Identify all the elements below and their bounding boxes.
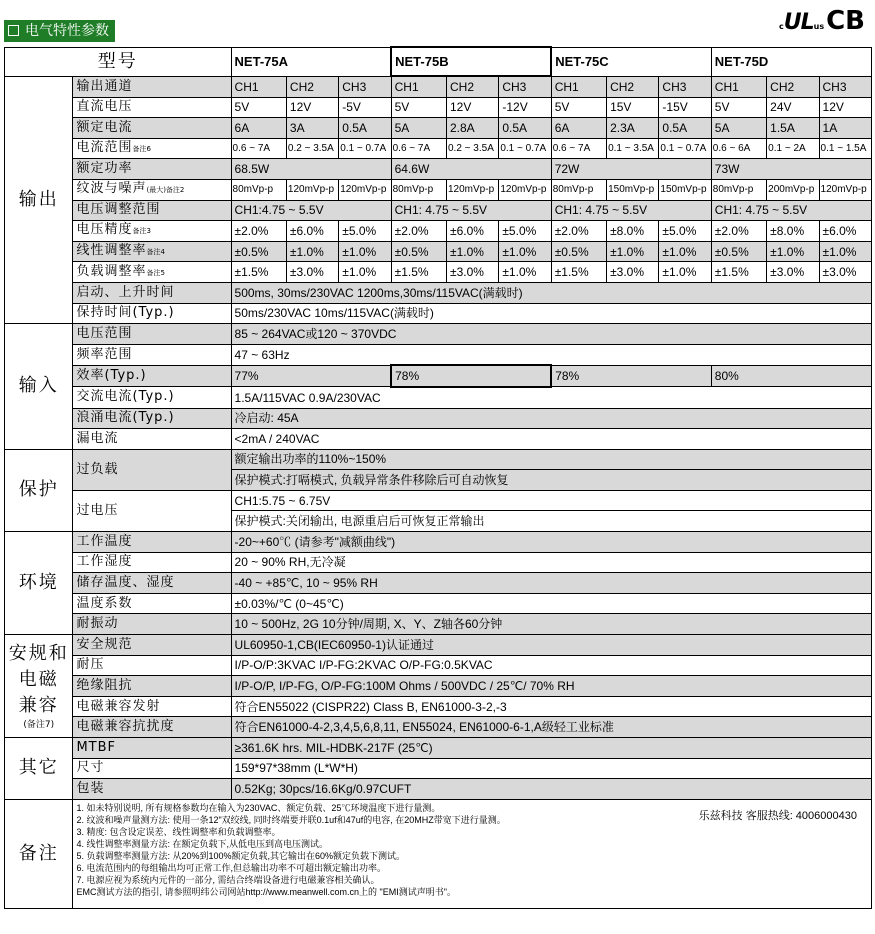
value-cell: 0.1 ~ 2A bbox=[767, 138, 819, 159]
category-input: 输入 bbox=[5, 324, 73, 450]
cat-line: 电磁 bbox=[18, 669, 59, 691]
row-note: 备注4 bbox=[146, 248, 165, 257]
value-cell: CH3 bbox=[339, 76, 391, 97]
model-name: NET-75C bbox=[551, 47, 711, 76]
value-cell: 64.6W bbox=[391, 159, 551, 180]
row-note: 备注3 bbox=[132, 227, 151, 236]
value-cell: 12V bbox=[286, 97, 338, 118]
category-safety bbox=[5, 635, 73, 738]
table-row bbox=[5, 324, 872, 345]
row-label-text: 纹波与噪声 bbox=[76, 181, 147, 197]
model-row bbox=[5, 47, 872, 76]
value-cell: 80mVp-p bbox=[711, 179, 766, 200]
value-cell: 159*97*38mm (L*W*H) bbox=[231, 758, 871, 779]
row-label-text: 温度系数 bbox=[76, 595, 133, 611]
value-cell: ±1.0% bbox=[339, 241, 391, 262]
section-header bbox=[4, 20, 115, 42]
value-cell: 120mVp-p bbox=[339, 179, 391, 200]
model-name: NET-75D bbox=[711, 47, 871, 76]
note-line: EMC测试方法的指引, 请参照明纬公司网站http://www.meanwell.com.cn上的 "EMI测试声明书"。 bbox=[76, 886, 456, 897]
table-row bbox=[5, 221, 872, 242]
table-row bbox=[5, 118, 872, 139]
value-cell: 200mVp-p bbox=[767, 179, 819, 200]
value-cell: 80% bbox=[711, 365, 871, 387]
row-label bbox=[73, 241, 231, 262]
value-cell: ±5.0% bbox=[659, 221, 711, 242]
row-label bbox=[73, 490, 231, 531]
hotline-text: 乐兹科技 客服热线: 4006000430 bbox=[698, 809, 857, 822]
cat-line: 兼容 bbox=[18, 695, 59, 717]
note-line: 2. 纹波和噪声量测方法: 使用一条12"双绞线, 同时终端要并联0.1uf和47uf的电容, 在20MHZ带宽下进行量测。 bbox=[76, 814, 506, 825]
model-label: 型号 bbox=[5, 47, 232, 76]
value-cell: ±3.0% bbox=[767, 262, 819, 283]
value-cell: ±0.5% bbox=[551, 241, 606, 262]
table-row bbox=[5, 593, 872, 614]
row-label-text: MTBF bbox=[76, 739, 117, 755]
row-label bbox=[73, 159, 231, 180]
value-cell: 0.6 ~ 6A bbox=[711, 138, 766, 159]
value-cell: 0.1 ~ 1.5A bbox=[819, 138, 871, 159]
value-cell: 20 ~ 90% RH,无冷凝 bbox=[231, 552, 871, 573]
category-environment: 环境 bbox=[5, 532, 73, 635]
value-cell: 0.6 ~ 7A bbox=[231, 138, 286, 159]
value-cell: 0.1 ~ 3.5A bbox=[607, 138, 659, 159]
table-row bbox=[5, 282, 872, 303]
value-cell: 符合EN55022 (CISPR22) Class B, EN61000-3-2,-3 bbox=[231, 696, 871, 717]
value-cell: 5A bbox=[391, 118, 446, 139]
row-label bbox=[73, 344, 231, 365]
value-cell: 6A bbox=[551, 118, 606, 139]
value-cell: 保护模式:打嗝模式, 负载异常条件移除后可自动恢复 bbox=[231, 470, 871, 491]
value-cell: -20~+60℃ (请参考"减额曲线") bbox=[231, 532, 871, 553]
row-label-text: 电压调整范围 bbox=[76, 202, 161, 218]
value-cell: 符合EN61000-4-2,3,4,5,6,8,11, EN55024, EN61000-6-1,A级轻工业标准 bbox=[231, 717, 871, 738]
table-row bbox=[5, 97, 872, 118]
notes-cell bbox=[73, 799, 872, 908]
section-title: 电气特性参数 bbox=[25, 23, 109, 39]
value-cell: 额定输出功率的110%~150% bbox=[231, 449, 871, 470]
row-label-text: 直流电压 bbox=[76, 99, 133, 115]
row-label bbox=[73, 696, 231, 717]
row-label-text: 储存温度、湿度 bbox=[76, 575, 175, 591]
table-row bbox=[5, 635, 872, 656]
value-cell: ±6.0% bbox=[819, 221, 871, 242]
row-label-text: 工作湿度 bbox=[76, 554, 133, 570]
row-label-text: 额定电流 bbox=[76, 119, 133, 135]
model-name: NET-75A bbox=[231, 47, 391, 76]
table-row bbox=[5, 241, 872, 262]
row-label bbox=[73, 387, 231, 408]
square-icon bbox=[8, 25, 19, 36]
value-cell: 0.5A bbox=[659, 118, 711, 139]
row-label-text: 浪涌电流(Typ.) bbox=[76, 410, 175, 426]
table-row bbox=[5, 159, 872, 180]
value-cell: 0.2 ~ 3.5A bbox=[286, 138, 338, 159]
table-row bbox=[5, 552, 872, 573]
table-row bbox=[5, 76, 872, 97]
value-cell: 保护模式:关闭输出, 电源重启后可恢复正常输出 bbox=[231, 511, 871, 532]
row-label-text: 启动、上升时间 bbox=[76, 284, 175, 300]
note-line: 6. 电流范围内的每组输出均可正常工作,但总输出功率不可超出额定输出功率。 bbox=[76, 862, 386, 873]
row-label bbox=[73, 303, 231, 324]
certification-logo: cULusCB bbox=[778, 6, 865, 36]
value-cell: ±3.0% bbox=[447, 262, 499, 283]
value-cell: ±1.5% bbox=[711, 262, 766, 283]
value-cell: 5A bbox=[711, 118, 766, 139]
value-cell: 15V bbox=[607, 97, 659, 118]
category-others: 其它 bbox=[5, 738, 73, 800]
value-cell: 冷启动: 45A bbox=[231, 408, 871, 429]
value-cell: 0.6 ~ 7A bbox=[551, 138, 606, 159]
value-cell: 5V bbox=[391, 97, 446, 118]
value-cell: ≥361.6K hrs. MIL-HDBK-217F (25℃) bbox=[231, 738, 871, 759]
value-cell: 500ms, 30ms/230VAC 1200ms,30ms/115VAC(满载时) bbox=[231, 282, 871, 303]
category-protection: 保护 bbox=[5, 449, 73, 531]
row-label bbox=[73, 76, 231, 97]
value-cell: CH2 bbox=[767, 76, 819, 97]
row-label bbox=[73, 676, 231, 697]
value-cell: -12V bbox=[499, 97, 551, 118]
value-cell: ±1.5% bbox=[551, 262, 606, 283]
value-cell: ±0.5% bbox=[231, 241, 286, 262]
value-cell: ±6.0% bbox=[447, 221, 499, 242]
table-row bbox=[5, 758, 872, 779]
table-row bbox=[5, 344, 872, 365]
value-cell: CH1: 4.75 ~ 5.5V bbox=[711, 200, 871, 221]
row-label bbox=[73, 282, 231, 303]
row-label bbox=[73, 449, 231, 490]
row-label-text: 电磁兼容抗扰度 bbox=[76, 719, 175, 735]
value-cell: 2.3A bbox=[607, 118, 659, 139]
value-cell: 5V bbox=[231, 97, 286, 118]
value-cell: 24V bbox=[767, 97, 819, 118]
row-label-text: 绝缘阻抗 bbox=[76, 678, 133, 694]
value-cell: ±2.0% bbox=[391, 221, 446, 242]
row-note: (最大)备注2 bbox=[146, 186, 185, 195]
row-label bbox=[73, 758, 231, 779]
value-cell: ±6.0% bbox=[286, 221, 338, 242]
value-cell: -40 ~ +85℃, 10 ~ 95% RH bbox=[231, 573, 871, 594]
value-cell: 73W bbox=[711, 159, 871, 180]
value-cell: ±2.0% bbox=[231, 221, 286, 242]
notes-row bbox=[5, 799, 872, 908]
row-label bbox=[73, 552, 231, 573]
row-label-text: 负载调整率 bbox=[76, 263, 147, 279]
value-cell: 12V bbox=[819, 97, 871, 118]
table-row bbox=[5, 138, 872, 159]
value-cell: CH3 bbox=[659, 76, 711, 97]
row-label bbox=[73, 655, 231, 676]
value-cell: ±5.0% bbox=[499, 221, 551, 242]
table-row bbox=[5, 738, 872, 759]
table-row bbox=[5, 408, 872, 429]
table-row bbox=[5, 179, 872, 200]
value-cell: CH1 bbox=[391, 76, 446, 97]
value-cell: -5V bbox=[339, 97, 391, 118]
value-cell: 1A bbox=[819, 118, 871, 139]
note-line: 5. 负载调整率测量方法: 从20%到100%额定负载,其它输出在60%额定负载下测试。 bbox=[76, 850, 406, 861]
row-label-text: 电磁兼容发射 bbox=[76, 698, 161, 714]
value-cell: 78% bbox=[551, 365, 711, 387]
value-cell: 68.5W bbox=[231, 159, 391, 180]
value-cell: 0.1 ~ 0.7A bbox=[339, 138, 391, 159]
value-cell: CH3 bbox=[819, 76, 871, 97]
value-cell: 77% bbox=[231, 365, 391, 387]
row-label bbox=[73, 738, 231, 759]
value-cell: -15V bbox=[659, 97, 711, 118]
value-cell: ±1.0% bbox=[659, 241, 711, 262]
value-cell: CH1:5.75 ~ 6.75V bbox=[231, 490, 871, 511]
row-label-text: 额定功率 bbox=[76, 161, 133, 177]
value-cell: 0.2 ~ 3.5A bbox=[447, 138, 499, 159]
spec-table bbox=[4, 46, 872, 909]
category-notes: 备注 bbox=[5, 799, 73, 908]
row-label-text: 保持时间(Typ.) bbox=[76, 305, 175, 321]
value-cell: 12V bbox=[447, 97, 499, 118]
value-cell: ±1.0% bbox=[659, 262, 711, 283]
value-cell: 80mVp-p bbox=[391, 179, 446, 200]
row-label bbox=[73, 635, 231, 656]
value-cell: ±1.0% bbox=[767, 241, 819, 262]
value-cell: 85 ~ 264VAC或120 ~ 370VDC bbox=[231, 324, 871, 345]
row-label bbox=[73, 365, 231, 387]
table-row bbox=[5, 303, 872, 324]
value-cell: 47 ~ 63Hz bbox=[231, 344, 871, 365]
row-label-text: 输出通道 bbox=[76, 78, 133, 94]
row-label-text: 线性调整率 bbox=[76, 243, 147, 259]
value-cell: ±1.0% bbox=[607, 241, 659, 262]
table-row bbox=[5, 655, 872, 676]
value-cell: <2mA / 240VAC bbox=[231, 429, 871, 450]
value-cell: CH3 bbox=[499, 76, 551, 97]
value-cell: CH1 bbox=[231, 76, 286, 97]
value-cell: 50ms/230VAC 10ms/115VAC(满载时) bbox=[231, 303, 871, 324]
value-cell: 120mVp-p bbox=[499, 179, 551, 200]
value-cell: ±0.5% bbox=[391, 241, 446, 262]
value-cell: ±1.0% bbox=[339, 262, 391, 283]
row-label bbox=[73, 573, 231, 594]
table-row bbox=[5, 429, 872, 450]
table-row bbox=[5, 676, 872, 697]
row-label bbox=[73, 200, 231, 221]
row-label-text: 尺寸 bbox=[76, 760, 105, 776]
row-label bbox=[73, 262, 231, 283]
value-cell: ±5.0% bbox=[339, 221, 391, 242]
value-cell: 78% bbox=[391, 365, 551, 387]
value-cell: 120mVp-p bbox=[447, 179, 499, 200]
row-note: 备注5 bbox=[146, 268, 165, 277]
note-line: 7. 电源应视为系统内元件的一部分, 需结合终端设备进行电磁兼容相关确认。 bbox=[76, 874, 380, 885]
value-cell: CH2 bbox=[607, 76, 659, 97]
value-cell: CH2 bbox=[286, 76, 338, 97]
value-cell: CH1 bbox=[711, 76, 766, 97]
value-cell: ±1.0% bbox=[286, 241, 338, 262]
model-name: NET-75B bbox=[391, 47, 551, 76]
value-cell: CH1: 4.75 ~ 5.5V bbox=[551, 200, 711, 221]
row-label bbox=[73, 593, 231, 614]
table-row bbox=[5, 779, 872, 800]
value-cell: ±1.5% bbox=[391, 262, 446, 283]
table-row bbox=[5, 532, 872, 553]
row-note: 备注6 bbox=[132, 145, 151, 154]
row-label-text: 漏电流 bbox=[76, 430, 119, 446]
row-label-text: 电压范围 bbox=[76, 325, 133, 341]
row-label bbox=[73, 118, 231, 139]
value-cell: 3A bbox=[286, 118, 338, 139]
value-cell: 1.5A/115VAC 0.9A/230VAC bbox=[231, 387, 871, 408]
value-cell: ±1.0% bbox=[819, 241, 871, 262]
value-cell: ±3.0% bbox=[607, 262, 659, 283]
value-cell: 5V bbox=[711, 97, 766, 118]
value-cell: CH2 bbox=[447, 76, 499, 97]
value-cell: 72W bbox=[551, 159, 711, 180]
cat-note: (备注7) bbox=[23, 720, 55, 731]
value-cell: 150mVp-p bbox=[607, 179, 659, 200]
value-cell: ±8.0% bbox=[607, 221, 659, 242]
table-row bbox=[5, 365, 872, 387]
row-label bbox=[73, 179, 231, 200]
row-label bbox=[73, 408, 231, 429]
value-cell: 150mVp-p bbox=[659, 179, 711, 200]
category-output: 输出 bbox=[5, 76, 73, 324]
value-cell: ±3.0% bbox=[286, 262, 338, 283]
note-line: 1. 如未特别说明, 所有规格参数均在输入为230VAC、额定负载、25℃环境温度下进行量测。 bbox=[76, 802, 441, 813]
row-label bbox=[73, 221, 231, 242]
value-cell: 6A bbox=[231, 118, 286, 139]
table-row bbox=[5, 696, 872, 717]
value-cell: CH1:4.75 ~ 5.5V bbox=[231, 200, 391, 221]
value-cell: 80mVp-p bbox=[551, 179, 606, 200]
value-cell: 0.5A bbox=[339, 118, 391, 139]
row-label-text: 效率(Typ.) bbox=[76, 368, 147, 384]
value-cell: ±1.5% bbox=[231, 262, 286, 283]
cat-line: 安规和 bbox=[8, 643, 69, 665]
row-label-text: 安全规范 bbox=[76, 636, 133, 652]
top-bar bbox=[0, 0, 875, 46]
value-cell: 0.1 ~ 0.7A bbox=[659, 138, 711, 159]
row-label-text: 耐振动 bbox=[76, 616, 119, 632]
row-label bbox=[73, 138, 231, 159]
table-row bbox=[5, 200, 872, 221]
table-row bbox=[5, 573, 872, 594]
note-line: 3. 精度: 包含设定误差、线性调整率和负载调整率。 bbox=[76, 826, 281, 837]
row-label-text: 频率范围 bbox=[76, 346, 133, 362]
value-cell: 120mVp-p bbox=[286, 179, 338, 200]
value-cell: ±1.0% bbox=[447, 241, 499, 262]
value-cell: 0.52Kg; 30pcs/16.6Kg/0.97CUFT bbox=[231, 779, 871, 800]
row-label-text: 工作温度 bbox=[76, 533, 133, 549]
value-cell: 0.1 ~ 0.7A bbox=[499, 138, 551, 159]
row-label-text: 过负载 bbox=[76, 461, 119, 477]
value-cell: ±2.0% bbox=[711, 221, 766, 242]
note-line: 4. 线性调整率测量方法: 在额定负载下,从低电压到高电压测试。 bbox=[76, 838, 328, 849]
row-label bbox=[73, 614, 231, 635]
value-cell: CH1 bbox=[551, 76, 606, 97]
value-cell: 80mVp-p bbox=[231, 179, 286, 200]
row-label-text: 耐压 bbox=[76, 657, 105, 673]
value-cell: ±0.5% bbox=[711, 241, 766, 262]
value-cell: 0.5A bbox=[499, 118, 551, 139]
row-label bbox=[73, 429, 231, 450]
value-cell: 0.6 ~ 7A bbox=[391, 138, 446, 159]
value-cell: ±1.0% bbox=[499, 241, 551, 262]
value-cell: ±0.03%/℃ (0~45℃) bbox=[231, 593, 871, 614]
value-cell: 1.5A bbox=[767, 118, 819, 139]
value-cell: CH1: 4.75 ~ 5.5V bbox=[391, 200, 551, 221]
value-cell: 2.8A bbox=[447, 118, 499, 139]
row-label-text: 交流电流(Typ.) bbox=[76, 389, 175, 405]
row-label bbox=[73, 779, 231, 800]
table-row bbox=[5, 262, 872, 283]
value-cell: UL60950-1,CB(IEC60950-1)认证通过 bbox=[231, 635, 871, 656]
row-label-text: 电流范围 bbox=[76, 140, 133, 156]
value-cell: ±3.0% bbox=[819, 262, 871, 283]
row-label-text: 电压精度 bbox=[76, 222, 133, 238]
table-row bbox=[5, 387, 872, 408]
value-cell: 120mVp-p bbox=[819, 179, 871, 200]
table-row bbox=[5, 614, 872, 635]
value-cell: ±1.0% bbox=[499, 262, 551, 283]
value-cell: I/P-O/P:3KVAC I/P-FG:2KVAC O/P-FG:0.5KVAC bbox=[231, 655, 871, 676]
row-label bbox=[73, 97, 231, 118]
row-label-text: 包装 bbox=[76, 780, 105, 796]
value-cell: ±2.0% bbox=[551, 221, 606, 242]
table-row bbox=[5, 490, 872, 511]
row-label bbox=[73, 532, 231, 553]
value-cell: 10 ~ 500Hz, 2G 10分钟/周期, X、Y、Z轴各60分钟 bbox=[231, 614, 871, 635]
value-cell: I/P-O/P, I/P-FG, O/P-FG:100M Ohms / 500VDC / 25℃/ 70% RH bbox=[231, 676, 871, 697]
table-row bbox=[5, 449, 872, 470]
value-cell: 5V bbox=[551, 97, 606, 118]
table-row bbox=[5, 717, 872, 738]
row-label bbox=[73, 324, 231, 345]
row-label bbox=[73, 717, 231, 738]
value-cell: ±8.0% bbox=[767, 221, 819, 242]
row-label-text: 过电压 bbox=[76, 502, 119, 518]
